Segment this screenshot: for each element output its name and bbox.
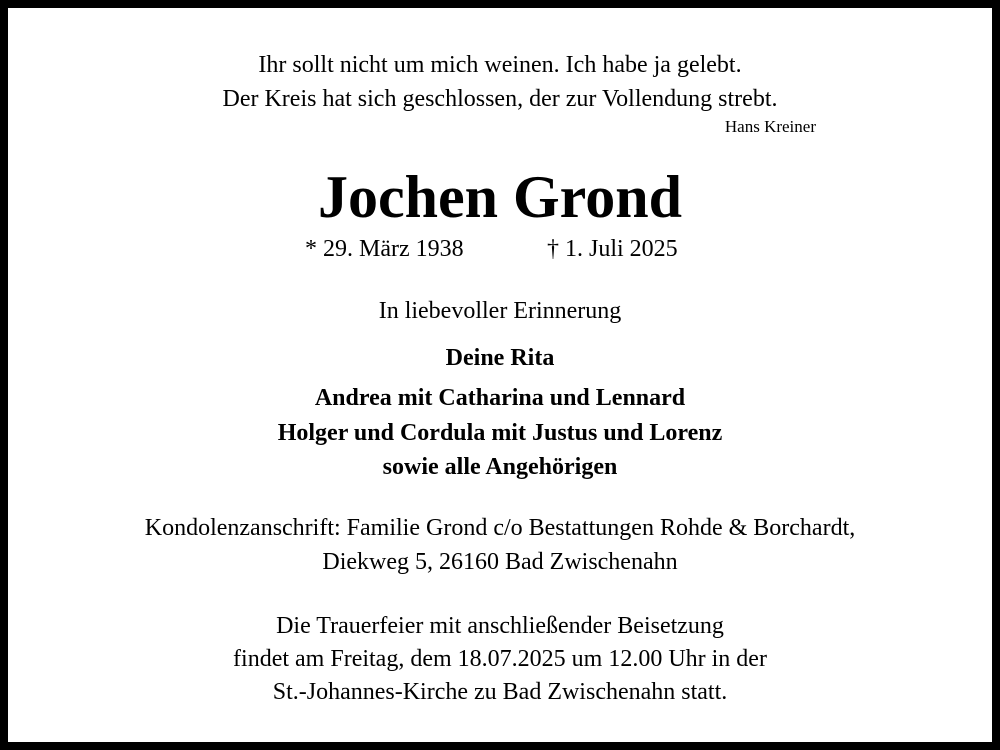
service-line-1: Die Trauerfeier mit anschließender Beisetzung — [276, 613, 724, 639]
death-date: † 1. Juli 2025 — [547, 236, 678, 262]
family-line-4: sowie alle Angehörigen — [382, 454, 618, 480]
condolence-line-2: Diekweg 5, 26160 Bad Zwischenahn — [322, 549, 678, 575]
family-line-3: Holger und Cordula mit Justus und Lorenz — [277, 420, 723, 446]
birth-date: * 29. März 1938 — [305, 236, 464, 262]
condolence-line-1: Kondolenzanschrift: Familie Grond c/o Bestattungen Rohde & Borchardt, — [144, 515, 856, 541]
quote-line-2: Der Kreis hat sich geschlossen, der zur Vollendung strebt. — [222, 86, 778, 112]
service-line-2: findet am Freitag, dem 18.07.2025 um 12.00 Uhr in der — [233, 646, 767, 672]
deceased-name: Jochen Grond — [318, 164, 682, 230]
service-line-3: St.-Johannes-Kirche zu Bad Zwischenahn statt. — [272, 679, 728, 705]
family-line-1: Deine Rita — [445, 345, 555, 371]
family-line-2: Andrea mit Catharina und Lennard — [314, 385, 686, 411]
quote-author: Hans Kreiner — [724, 117, 816, 136]
quote-line-1: Ihr sollt nicht um mich weinen. Ich habe ja gelebt. — [258, 52, 742, 78]
remembrance-text: In liebevoller Erinnerung — [378, 298, 622, 324]
